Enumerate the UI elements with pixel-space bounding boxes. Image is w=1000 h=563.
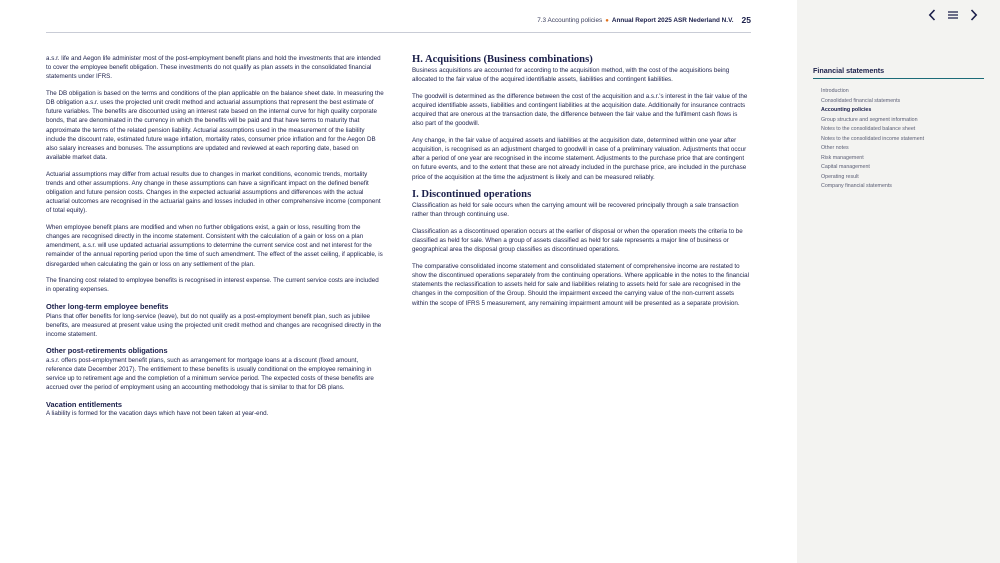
sidebar-item-other-notes[interactable]: Other notes [821, 145, 849, 151]
separator-dot-icon: ● [605, 18, 609, 24]
page-number: 25 [741, 15, 751, 25]
sidebar [797, 0, 1000, 563]
sidebar-item-group-structure-and-segment-information[interactable]: Group structure and segment information [821, 116, 918, 123]
paragraph: Classification as a discontinued operation occurs at the earlier of disposal or when the operation meets the criteria to be classified as held for sale. When a group of assets classified as held for sale represents a major line of business or geographical area the disposal group classifies as discontinued operations. [412, 228, 743, 254]
previous-page-button[interactable] [925, 8, 938, 22]
menu-button[interactable] [946, 8, 959, 22]
subheading-other-post-retirement: Other post-retirements obligations [46, 346, 168, 356]
header-title: Annual Report 2025 ASR Nederland N.V. [611, 17, 734, 24]
paragraph: Classification as held for sale occurs when the carrying amount will be recovered principally through a sale transaction rather than through continuing use. [412, 202, 739, 219]
header-section[interactable]: 7.3 Accounting policies [537, 17, 603, 24]
page-header [46, 10, 751, 33]
menu-icon [947, 10, 959, 20]
heading-acquisitions: H. Acquisitions (Business combinations) [412, 54, 593, 65]
paragraph: When employee benefit plans are modified and when no further obligations exist, a gain or loss, resulting from the changes are recognised directly in the income statement. Consistent with the calculation of a gain or loss on a plan amendment, a.s.r. will use updated actuarial assumptions to determine the current service cost and net interest for the remainder of the annual reporting period upon the time of such amendment. The effect of the asset ceiling, if applicable, is disregarded when calculating the gain or loss on any settlement of the plan. [46, 224, 383, 268]
header-text [537, 14, 751, 24]
sidebar-item-capital-management[interactable]: Capital management [821, 164, 870, 170]
table-of-contents [821, 87, 924, 192]
heading-discontinued: I. Discontinued operations [412, 189, 532, 201]
sidebar-title: Financial statements [813, 66, 984, 79]
chevron-left-icon [928, 9, 936, 21]
paragraph: a.s.r. life and Aegon life administer most of the post-employment benefit plans and hold the investments that are intended to cover the employee benefit obligation. These investments do not qualify as plan assets in the consolidated financial statements under IFRS. [46, 55, 381, 81]
paragraph: The goodwill is determined as the difference between the cost of the acquisition and a.s.r.'s interest in the fair value of the acquired identifiable assets, liabilities and contingent liabilities at the acquisition date. Additionally for insurance contracts acquired that are onerous at the transaction date, the difference between the fair value and the fulfilment cash flows is also part of the goodwill. [412, 92, 748, 128]
paragraph: The financing cost related to employee benefits is recognised in interest expense. The current service costs are included in operating expenses. [46, 277, 379, 294]
paragraph: Any change, in the fair value of acquired assets and liabilities at the acquisition date, determined within one year after acquisition, is recognised as an adjustment charged to goodwill in case of a preliminary valuation. Adjustments that occur after a period of one year are recognised in the income statement. Adjustments to the purchase price that are contingent on future events, and to the extent that these are not already included in the purchase price, are included in the purchase price of the acquisition at the time the adjustment is likely and can be measured reliably. [412, 136, 747, 181]
paragraph: The comparative consolidated income statement and consolidated statement of comprehensive income are restated to show the discontinued operations separately from the continuing operations. Where applicable in the notes to the financial statements the reclassification to assets held for sale and liabilities relating to assets held for sale are recognised in the changes in the composition of the Group. Should the impairment exceed the carrying value of the non-current assets within the scope of IFRS 5 measurement, any remaining impairment amount will be presented as a separate provision. [412, 263, 750, 307]
left-column [46, 54, 384, 426]
right-column [412, 54, 750, 315]
chevron-right-icon [970, 9, 978, 21]
subheading-vacation: Vacation entitlements [46, 400, 122, 409]
sidebar-item-introduction[interactable]: Introduction [821, 88, 849, 94]
sidebar-item-notes-to-the-consolidated-income-statement[interactable]: Notes to the consolidated income statement [821, 135, 925, 142]
page-navigation [925, 8, 980, 22]
sidebar-item-notes-to-the-consolidated-balance-sheet[interactable]: Notes to the consolidated balance sheet [821, 126, 916, 132]
sidebar-item-company-financial-statements[interactable]: Company financial statements [821, 183, 892, 189]
sidebar-item-operating-result[interactable]: Operating result [821, 173, 859, 180]
paragraph: Business acquisitions are accounted for according to the acquisition method, with the cost of the acquisitions being allocated to the fair value of the acquired identifiable assets, liabilities and contingent liabilities. [412, 67, 730, 84]
paragraph: Actuarial assumptions may differ from actual results due to changes in market conditions, economic trends, mortality trends and other assumptions. Any change in these assumptions can have a significant impact on the defined benefit obligation and future pension costs. Changes in the expected actuarial assumptions and differences with the actual actuarial outcomes are recognised in the actuarial gains and losses included in other comprehensive income (component of total equity). [46, 170, 381, 215]
next-page-button[interactable] [967, 8, 980, 22]
sidebar-item-consolidated-financial-statements[interactable]: Consolidated financial statements [821, 97, 901, 104]
sidebar-item-risk-management[interactable]: Risk management [821, 154, 864, 161]
sidebar-item-accounting-policies[interactable]: Accounting policies [821, 107, 872, 113]
subheading-other-long-term: Other long-term employee benefits [46, 302, 169, 312]
paragraph: The DB obligation is based on the terms and conditions of the plan applicable on the balance sheet date. In measuring the DB obligation a.s.r. uses the projected unit credit method and actuarial assumptions that represent the best estimate of future variables. The benefits are discounted using an interest rate based on the internal curve for high quality corporate bonds, that are denominated in the currency in which the benefits will be paid and that have terms to maturity that approximate the terms of the related pension liability. Actuarial assumptions used in the measurement of the liability include the discount rate, estimated future wage inflation, mortality rates, consumer price inflation and for the Aegon DB also salary increases and bonuses. The assumptions are updated and reviewed at each reporting date, based on available market data. [46, 89, 384, 162]
paragraph: a.s.r. offers post-employment benefit plans, such as arrangement for mortgage loans at a discount (fixed amount, reference date December 2017). The entitlement to these benefits is usually conditional on the employee remaining in service up to retirement age and the completion of a minimum service period. The expected costs of these benefits are accrued over the period of employment using an accounting methodology that is similar to that for DB plans. [46, 356, 374, 392]
paragraph: A liability is formed for the vacation days which have not been taken at year-end. [46, 410, 269, 418]
paragraph: Plans that offer benefits for long-service (leave), but do not qualify as a post-employment benefit plan, such as jubilee benefits, are measured at present value using the projected unit credit method and changes are recognised directly in the income statement. [46, 312, 382, 338]
